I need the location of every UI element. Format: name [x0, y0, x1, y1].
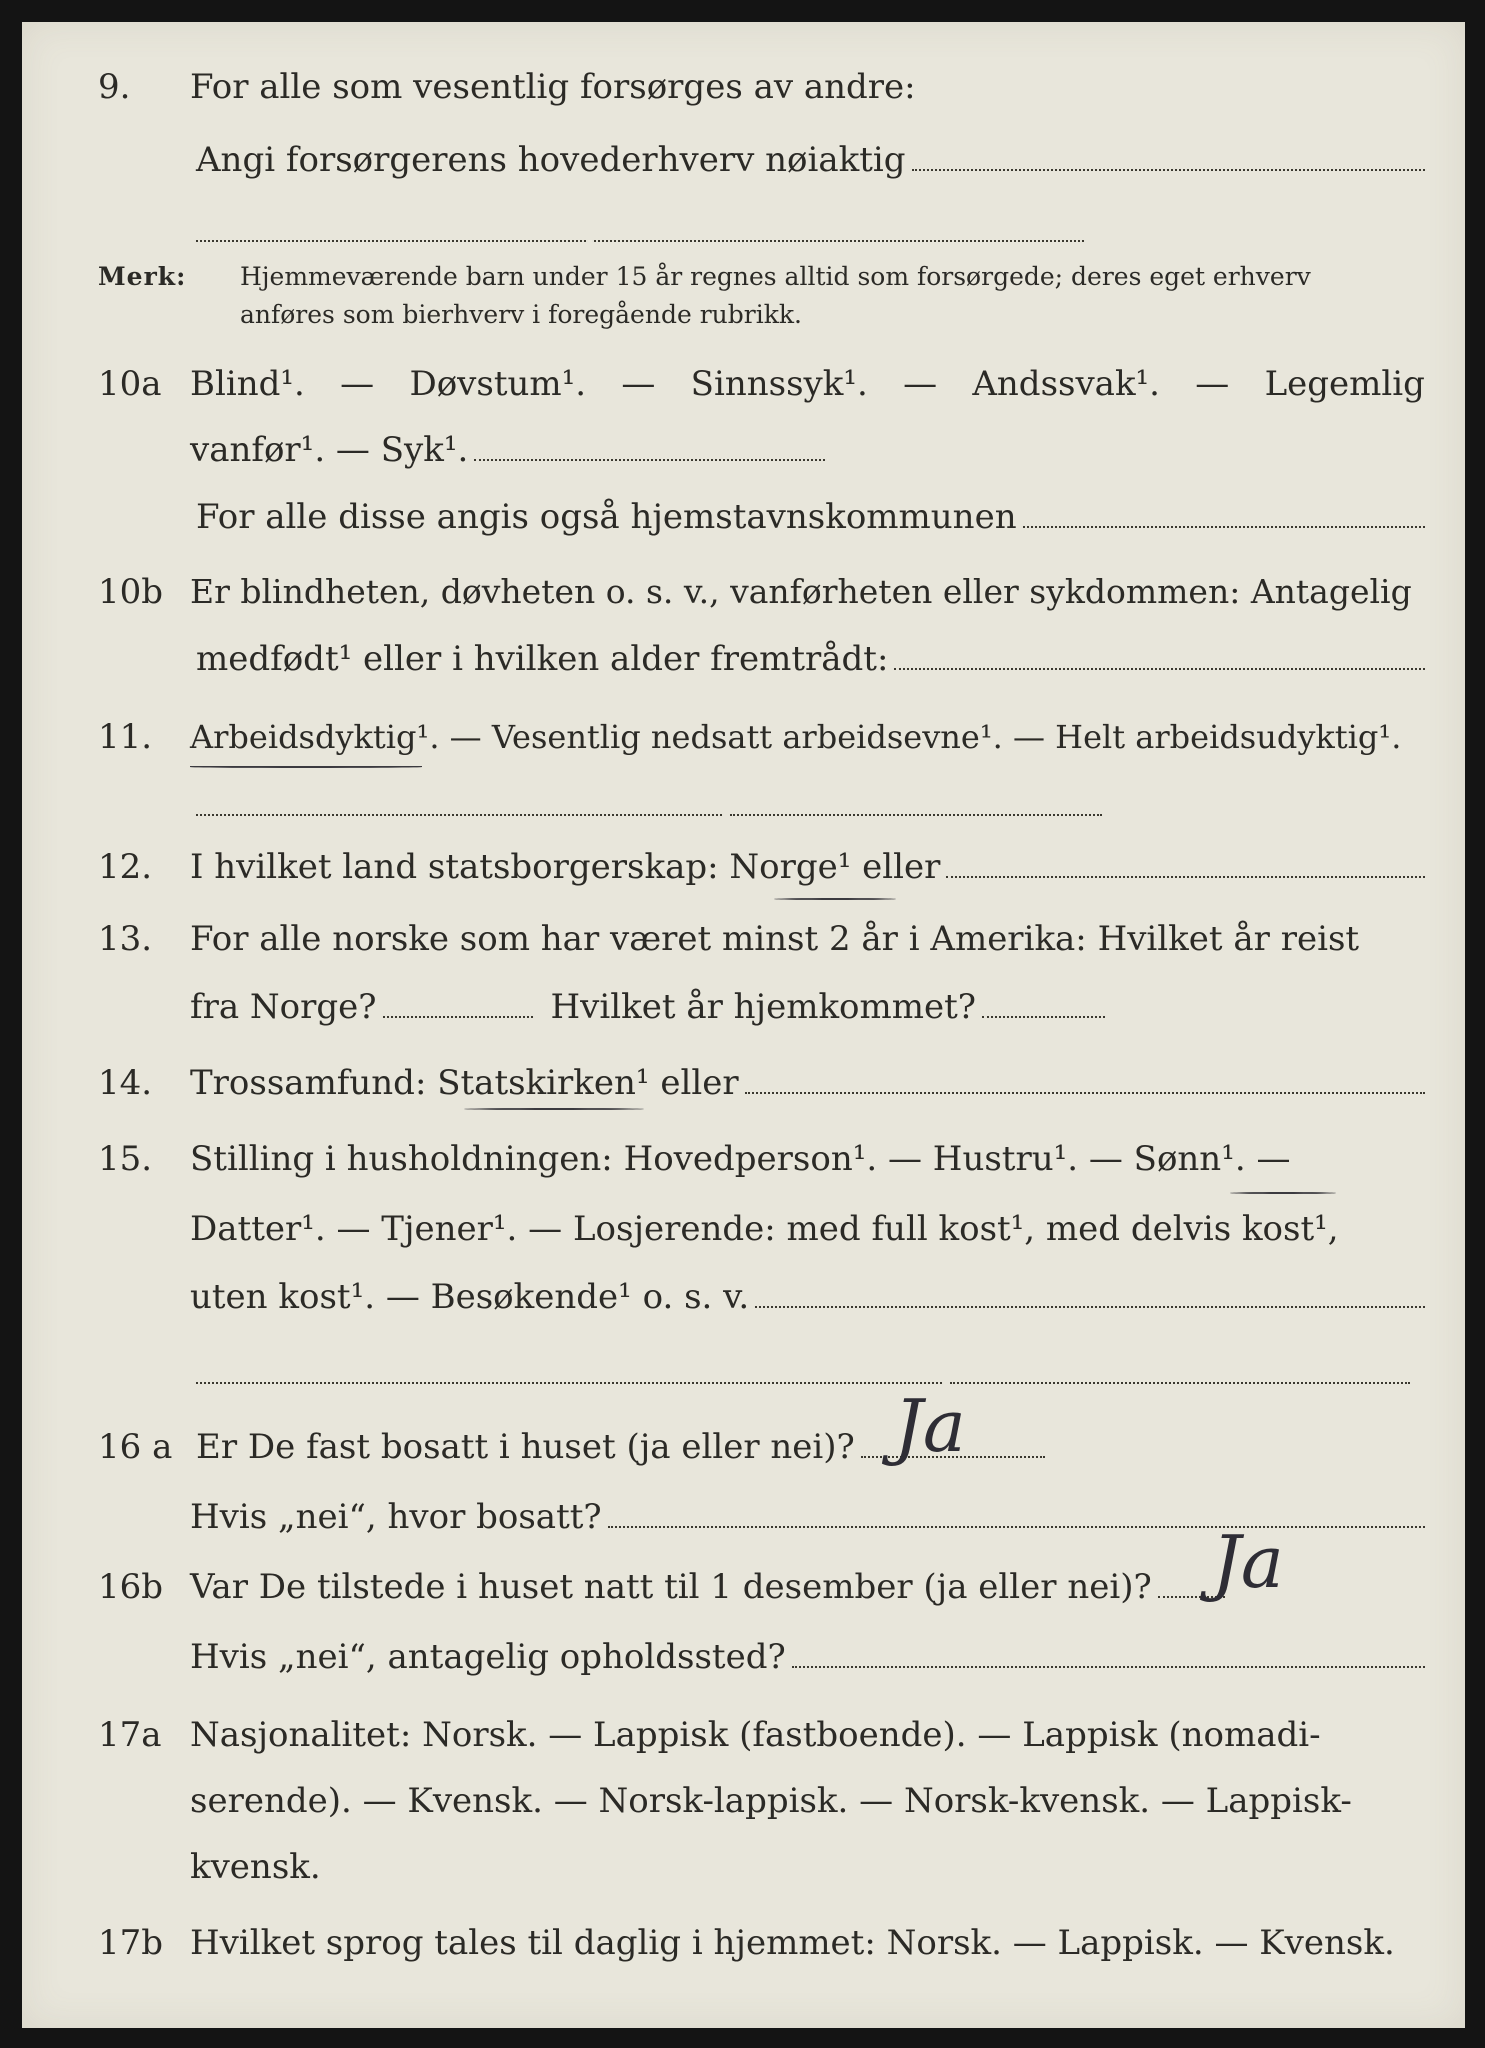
q9-line2 — [22, 135, 1465, 185]
q15-sonn-underline — [1230, 1192, 1336, 1194]
q16a-handwritten-answer: Ja — [894, 1384, 966, 1468]
q17a-nationality-options-2[interactable]: serende). — Kvensk. — Norsk-lappisk. — Norsk-kvensk. — Lappisk- — [190, 1781, 1352, 1821]
q9-extra-field-b[interactable] — [594, 240, 1084, 242]
q17b-number: 17b — [98, 1923, 164, 1963]
q12-other-country-field[interactable] — [946, 848, 1425, 878]
q17b-line1 — [22, 1918, 1465, 1968]
q16b-whereabouts-label: Hvis „nei“, antagelig opholdssted? — [190, 1637, 786, 1677]
q10a-home-municipality-field[interactable] — [1023, 498, 1425, 528]
q12-line1 — [22, 842, 1465, 892]
q13-return-field[interactable] — [982, 988, 1105, 1018]
q13-departure-label: fra Norge? — [190, 987, 377, 1027]
q10b-onset-label: medfødt¹ eller i hvilken alder fremtrådt: — [196, 639, 889, 679]
q9-line1 — [22, 62, 1465, 112]
q15-household-options-1[interactable]: Stilling i husholdningen: Hovedperson¹. — Hustru¹. — Sønn¹. — — [190, 1139, 1291, 1179]
q10a-option-sinnssyk[interactable]: Sinnssyk¹. — [690, 364, 868, 404]
q10b-line1 — [22, 567, 1465, 617]
dash: — — [1195, 364, 1230, 404]
q10a-option-blind[interactable]: Blind¹. — [190, 364, 305, 404]
q17b-language-options[interactable]: Hvilket sprog tales til daglig i hjemmet: Norsk. — Lappisk. — Kvensk. — [190, 1923, 1395, 1963]
q10a-line2 — [22, 425, 1465, 475]
q14-number: 14. — [98, 1063, 153, 1103]
census-form-page — [22, 22, 1465, 2028]
q16a-where-field[interactable] — [608, 1498, 1425, 1528]
q10b-line2 — [22, 634, 1465, 684]
q10a-line1 — [22, 359, 1465, 409]
q10b-number: 10b — [98, 572, 164, 612]
q11-line1 — [22, 712, 1465, 762]
q16a-where-label: Hvis „nei“, hvor bosatt? — [190, 1497, 602, 1537]
q17a-number: 17a — [98, 1715, 162, 1755]
q13-america-text: For alle norske som har været minst 2 år i Amerika: Hvilket år reist — [190, 919, 1360, 959]
q11-extra-field-b[interactable] — [730, 814, 1102, 816]
q12-norge-underline — [774, 898, 896, 900]
q16a-number: 16 a — [98, 1427, 173, 1467]
q16b-number: 16b — [98, 1567, 164, 1607]
q16a-line1 — [22, 1422, 1465, 1472]
q14-line1 — [22, 1058, 1465, 1108]
q9-text: For alle som vesentlig forsørges av andre: — [190, 67, 916, 107]
q16b-whereabouts-field[interactable] — [792, 1638, 1425, 1668]
q9-extra-field-a[interactable] — [196, 240, 586, 242]
q13-return-label: Hvilket år hjemkommet? — [550, 987, 977, 1027]
q14-statskirken-underline — [464, 1108, 644, 1110]
q10b-text: Er blindheten, døvheten o. s. v., vanførheten eller sykdommen: Antagelig — [190, 572, 1412, 611]
dash: — — [621, 364, 656, 404]
q15-household-options-3[interactable]: uten kost¹. — Besøkende¹ o. s. v. — [190, 1277, 750, 1317]
q17a-line2 — [22, 1776, 1465, 1826]
q15-line2 — [22, 1204, 1465, 1254]
q11-extra-field-a[interactable] — [196, 814, 722, 816]
q13-line1 — [22, 914, 1465, 964]
q13-departure-field[interactable] — [383, 988, 533, 1018]
q10b-onset-field[interactable] — [894, 640, 1425, 670]
q10a-option-andssvak[interactable]: Andssvak¹. — [972, 364, 1160, 404]
q10a-option-legemlig[interactable]: Legemlig — [1264, 364, 1425, 404]
dash: — — [340, 364, 375, 404]
q15-extra-field-b[interactable] — [950, 1382, 1410, 1384]
q15-household-options-2[interactable]: Datter¹. — Tjener¹. — Losjerende: med full kost¹, med delvis kost¹, — [190, 1209, 1339, 1249]
q10a-home-municipality-label: For alle disse angis også hjemstavnskommunen — [196, 497, 1017, 537]
q13-number: 13. — [98, 919, 153, 959]
q17a-nationality-options-3[interactable]: kvensk. — [190, 1847, 321, 1887]
dash: — — [903, 364, 938, 404]
q11-work-capacity-options[interactable]: Arbeidsdyktig¹. — Vesentlig nedsatt arbeidsevne¹. — Helt arbeidsudyktig¹. — [190, 718, 1402, 756]
q16b-line2 — [22, 1632, 1465, 1682]
q11-number: 11. — [98, 717, 153, 757]
q16a-resident-label: Er De fast bosatt i huset (ja eller nei)? — [196, 1427, 855, 1467]
q10a-syk-field[interactable] — [474, 431, 825, 461]
q16b-present-label: Var De tilstede i huset natt til 1 desember (ja eller nei)? — [190, 1567, 1152, 1607]
q17a-line3 — [22, 1842, 1465, 1892]
q13-line2 — [22, 982, 1465, 1032]
q9-number: 9. — [98, 67, 131, 107]
q12-citizenship-label: I hvilket land statsborgerskap: Norge¹ eller — [190, 847, 941, 887]
merk-text-line2: anføres som bierhverv i foregående rubrikk. — [240, 300, 802, 329]
q10a-option-dovstum[interactable]: Døvstum¹. — [409, 364, 587, 404]
q9-provider-label: Angi forsørgerens hovederhverv nøiaktig — [196, 140, 906, 180]
q15-number: 15. — [98, 1139, 153, 1179]
q17a-nationality-options-1[interactable]: Nasjonalitet: Norsk. — Lappisk (fastboende). — Lappisk (nomadi- — [190, 1715, 1321, 1755]
merk-text-line1: Hjemmeværende barn under 15 år regnes alltid som forsørgede; deres eget erhverv — [240, 262, 1311, 291]
q9-provider-field[interactable] — [912, 141, 1425, 171]
q15-other-field[interactable] — [755, 1278, 1425, 1308]
q12-number: 12. — [98, 847, 153, 887]
q11-arbeidsdyktig-underline — [190, 766, 422, 768]
q14-other-religion-field[interactable] — [745, 1064, 1425, 1094]
q15-extra-field-a[interactable] — [196, 1382, 942, 1384]
q16b-handwritten-answer: Ja — [1212, 1520, 1284, 1604]
q15-line1 — [22, 1134, 1465, 1184]
q10a-vanfor-syk: vanfør¹. — Syk¹. — [190, 430, 469, 470]
q14-religion-label: Trossamfund: Statskirken¹ eller — [190, 1063, 739, 1103]
q10a-line3 — [22, 492, 1465, 542]
q10a-number: 10a — [98, 364, 162, 404]
q15-line3 — [22, 1272, 1465, 1322]
merk-label: Merk: — [98, 262, 187, 291]
q17a-line1 — [22, 1710, 1465, 1760]
